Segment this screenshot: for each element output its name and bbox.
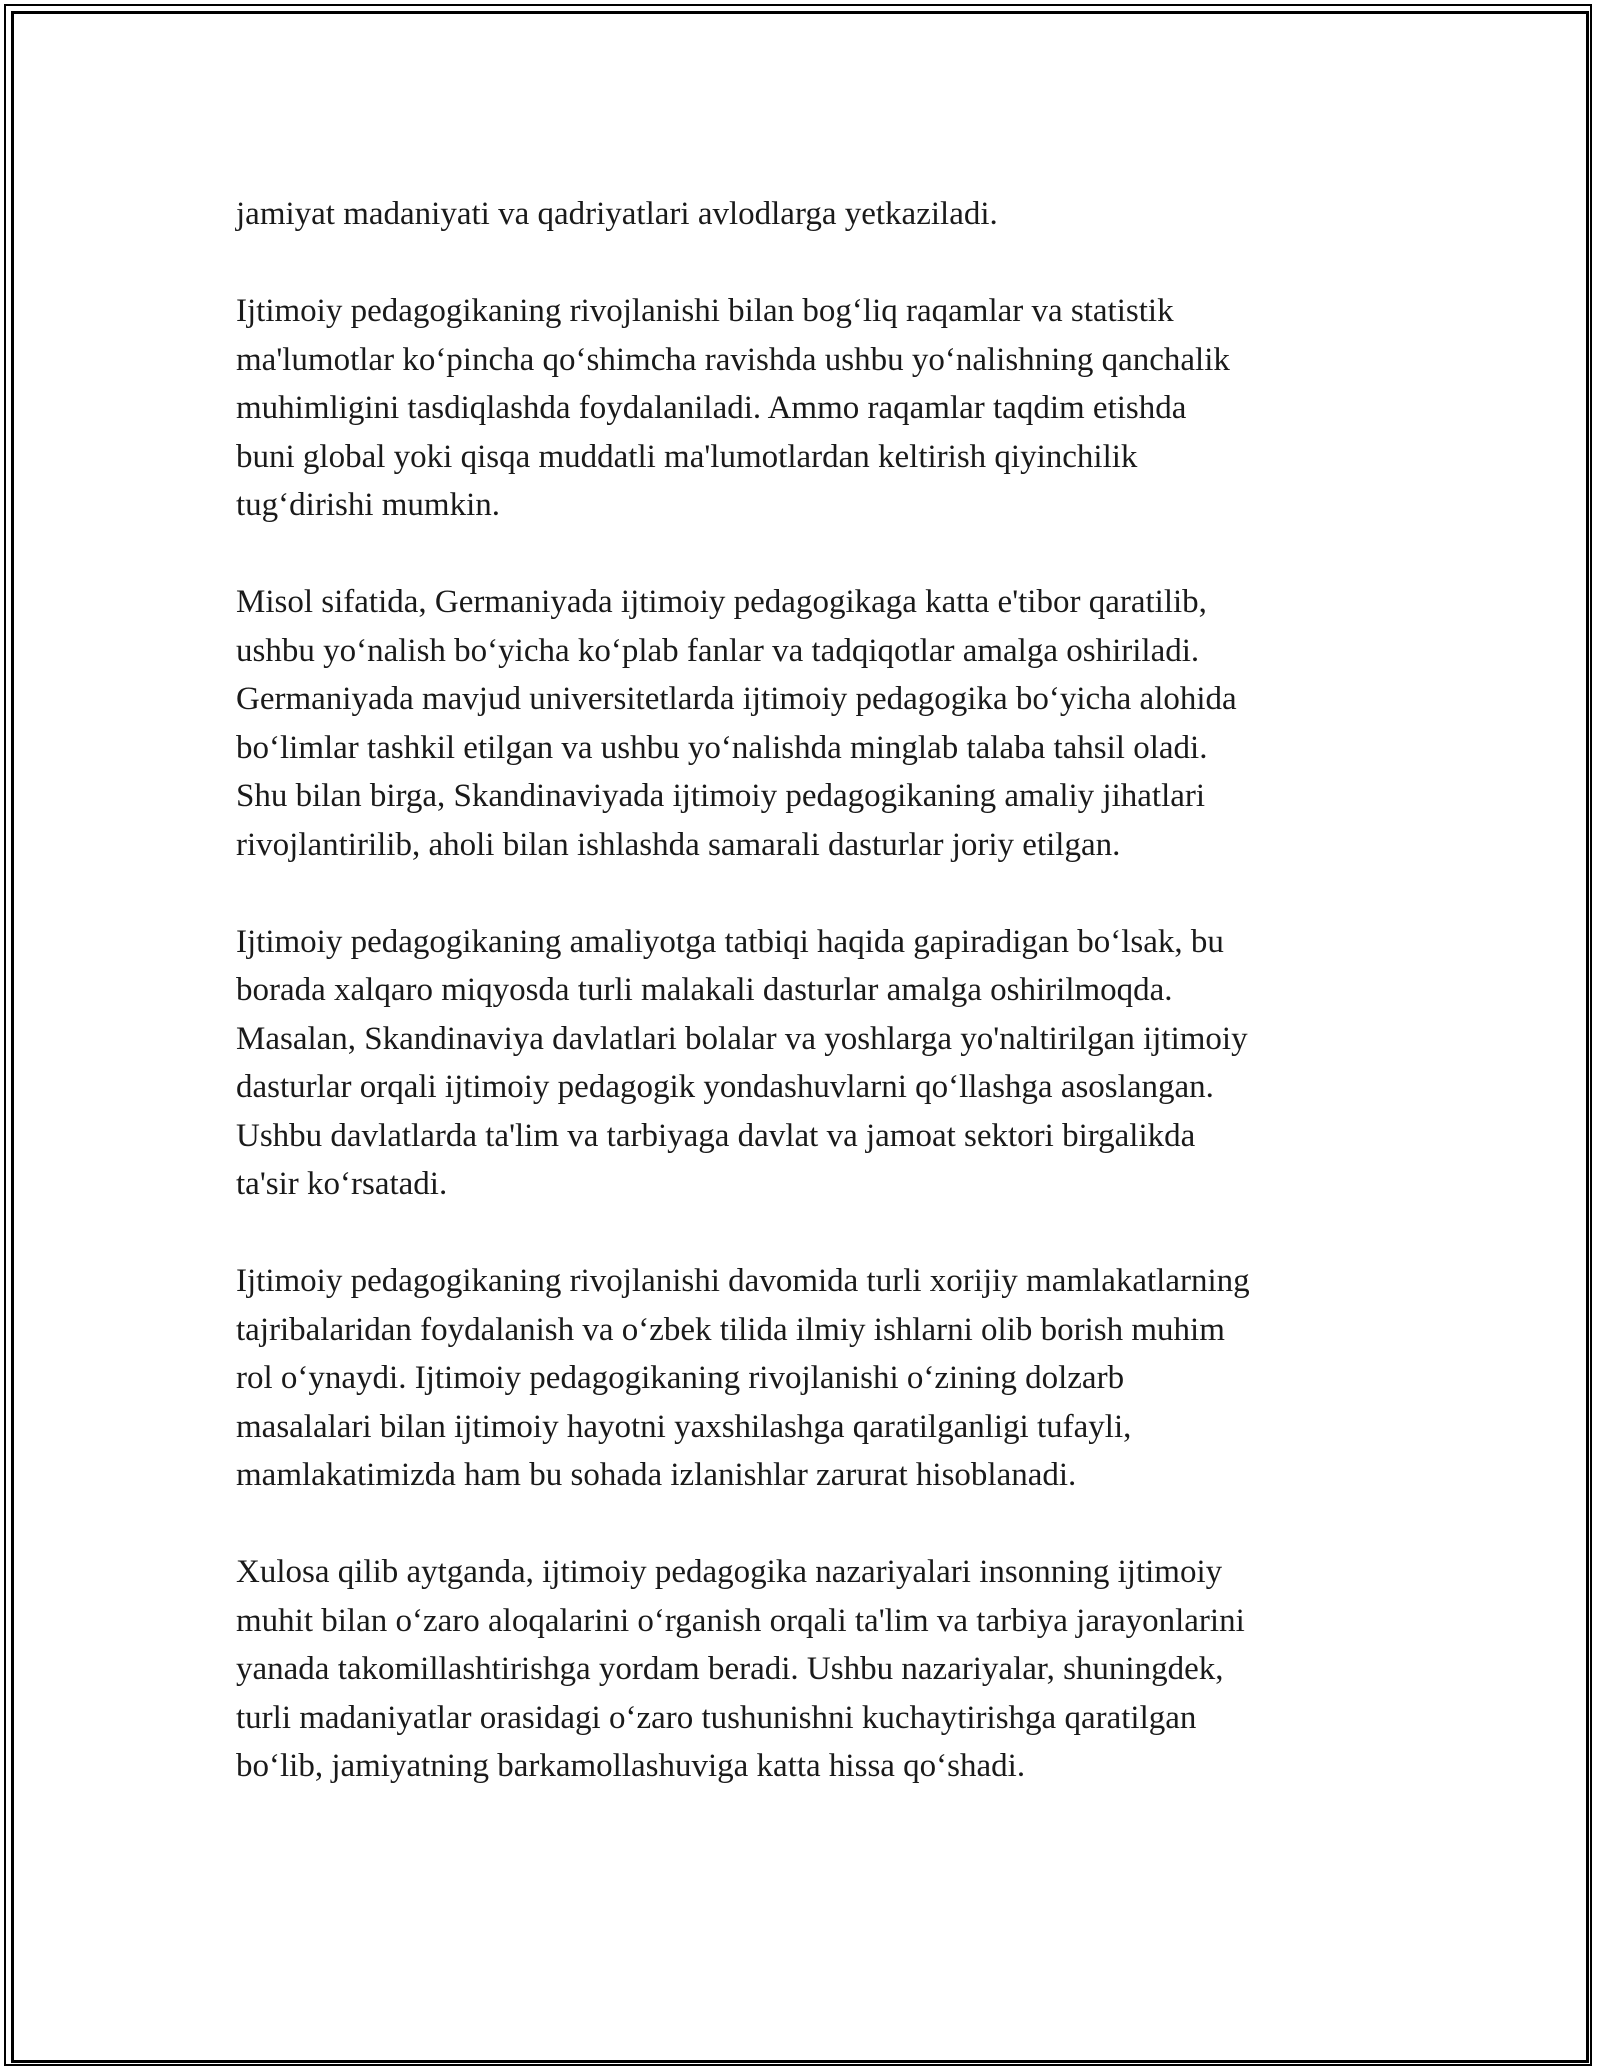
paragraph <box>236 578 1396 869</box>
text-line: Ijtimoiy pedagogikaning rivojlanishi bilan bog‘liq raqamlar va statistik <box>236 293 1174 329</box>
text-line: Ushbu davlatlarda ta'lim va tarbiyaga davlat va jamoat sektori birgalikda <box>236 1117 1196 1154</box>
paragraph-gap <box>236 239 1396 288</box>
paragraph <box>236 287 1396 530</box>
paragraph <box>236 1257 1396 1500</box>
paragraph-gap <box>236 1500 1396 1549</box>
document-body <box>236 190 1396 1791</box>
text-line: Xulosa qilib aytganda, ijtimoiy pedagogika nazariyalari insonning ijtimoiy <box>236 1554 1223 1590</box>
text-line: Ijtimoiy pedagogikaning rivojlanishi davomida turli xorijiy mamlakatlarning <box>236 1263 1250 1299</box>
text-line: yanada takomillashtirishga yordam beradi. Ushbu nazariyalar, shuningdek, <box>236 1651 1224 1687</box>
paragraph-gap <box>236 869 1396 918</box>
text-line: rol o‘ynaydi. Ijtimoiy pedagogikaning rivojlanishi o‘zining dolzarb <box>236 1360 1125 1396</box>
text-line: tug‘dirishi mumkin. <box>236 487 500 523</box>
text-line: Shu bilan birga, Skandinaviyada ijtimoiy pedagogikaning amaliy jihatlari <box>236 778 1206 814</box>
text-line: Ijtimoiy pedagogikaning amaliyotga tatbiqi haqida gapiradigan bo‘lsak, bu <box>236 923 1224 960</box>
paragraph <box>236 1548 1396 1791</box>
text-line: Misol sifatida, Germaniyada ijtimoiy pedagogikaga katta e'tibor qaratilib, <box>236 584 1207 620</box>
text-line: Germaniyada mavjud universitetlarda ijtimoiy pedagogika bo‘yicha alohida <box>236 681 1237 717</box>
text-line: masalalari bilan ijtimoiy hayotni yaxshilashga qaratilganligi tufayli, <box>236 1408 1132 1445</box>
text-line: bo‘limlar tashkil etilgan va ushbu yo‘nalishda minglab talaba tahsil oladi. <box>236 729 1208 766</box>
text-line: rivojlantirilib, aholi bilan ishlashda samarali dasturlar joriy etilgan. <box>236 826 1121 863</box>
text-line: borada xalqaro miqyosda turli malakali dasturlar amalga oshirilmoqda. <box>236 972 1173 1008</box>
text-line: muhimligini tasdiqlashda foydalaniladi. Ammo raqamlar taqdim etishda <box>236 390 1187 426</box>
paragraph <box>236 190 1396 239</box>
paragraph <box>236 918 1396 1209</box>
text-line: ma'lumotlar ko‘pincha qo‘shimcha ravishda ushbu yo‘nalishning qanchalik <box>236 341 1230 378</box>
text-line: Masalan, Skandinaviya davlatlari bolalar va yoshlarga yo'naltirilgan ijtimoiy <box>236 1020 1248 1057</box>
text-line: ushbu yo‘nalish bo‘yicha ko‘plab fanlar va tadqiqotlar amalga oshiriladi. <box>236 632 1200 669</box>
text-line: buni global yoki qisqa muddatli ma'lumotlardan keltirish qiyinchilik <box>236 438 1138 475</box>
text-line: jamiyat madaniyati va qadriyatlari avlodlarga yetkaziladi. <box>236 196 998 232</box>
paragraph-gap <box>236 1209 1396 1258</box>
paragraph-gap <box>236 530 1396 579</box>
text-line: dasturlar orqali ijtimoiy pedagogik yondashuvlarni qo‘llashga asoslangan. <box>236 1069 1214 1105</box>
text-line: turli madaniyatlar orasidagi o‘zaro tushunishni kuchaytirishga qaratilgan <box>236 1699 1197 1736</box>
text-line: ta'sir ko‘rsatadi. <box>236 1166 448 1202</box>
text-line: muhit bilan o‘zaro aloqalarini o‘rganish orqali ta'lim va tarbiya jarayonlarini <box>236 1602 1245 1639</box>
text-line: bo‘lib, jamiyatning barkamollashuviga katta hissa qo‘shadi. <box>236 1748 1026 1784</box>
text-line: mamlakatimizda ham bu sohada izlanishlar zarurat hisoblanadi. <box>236 1457 1077 1493</box>
text-line: tajribalaridan foydalanish va o‘zbek tilida ilmiy ishlarni olib borish muhim <box>236 1311 1225 1348</box>
